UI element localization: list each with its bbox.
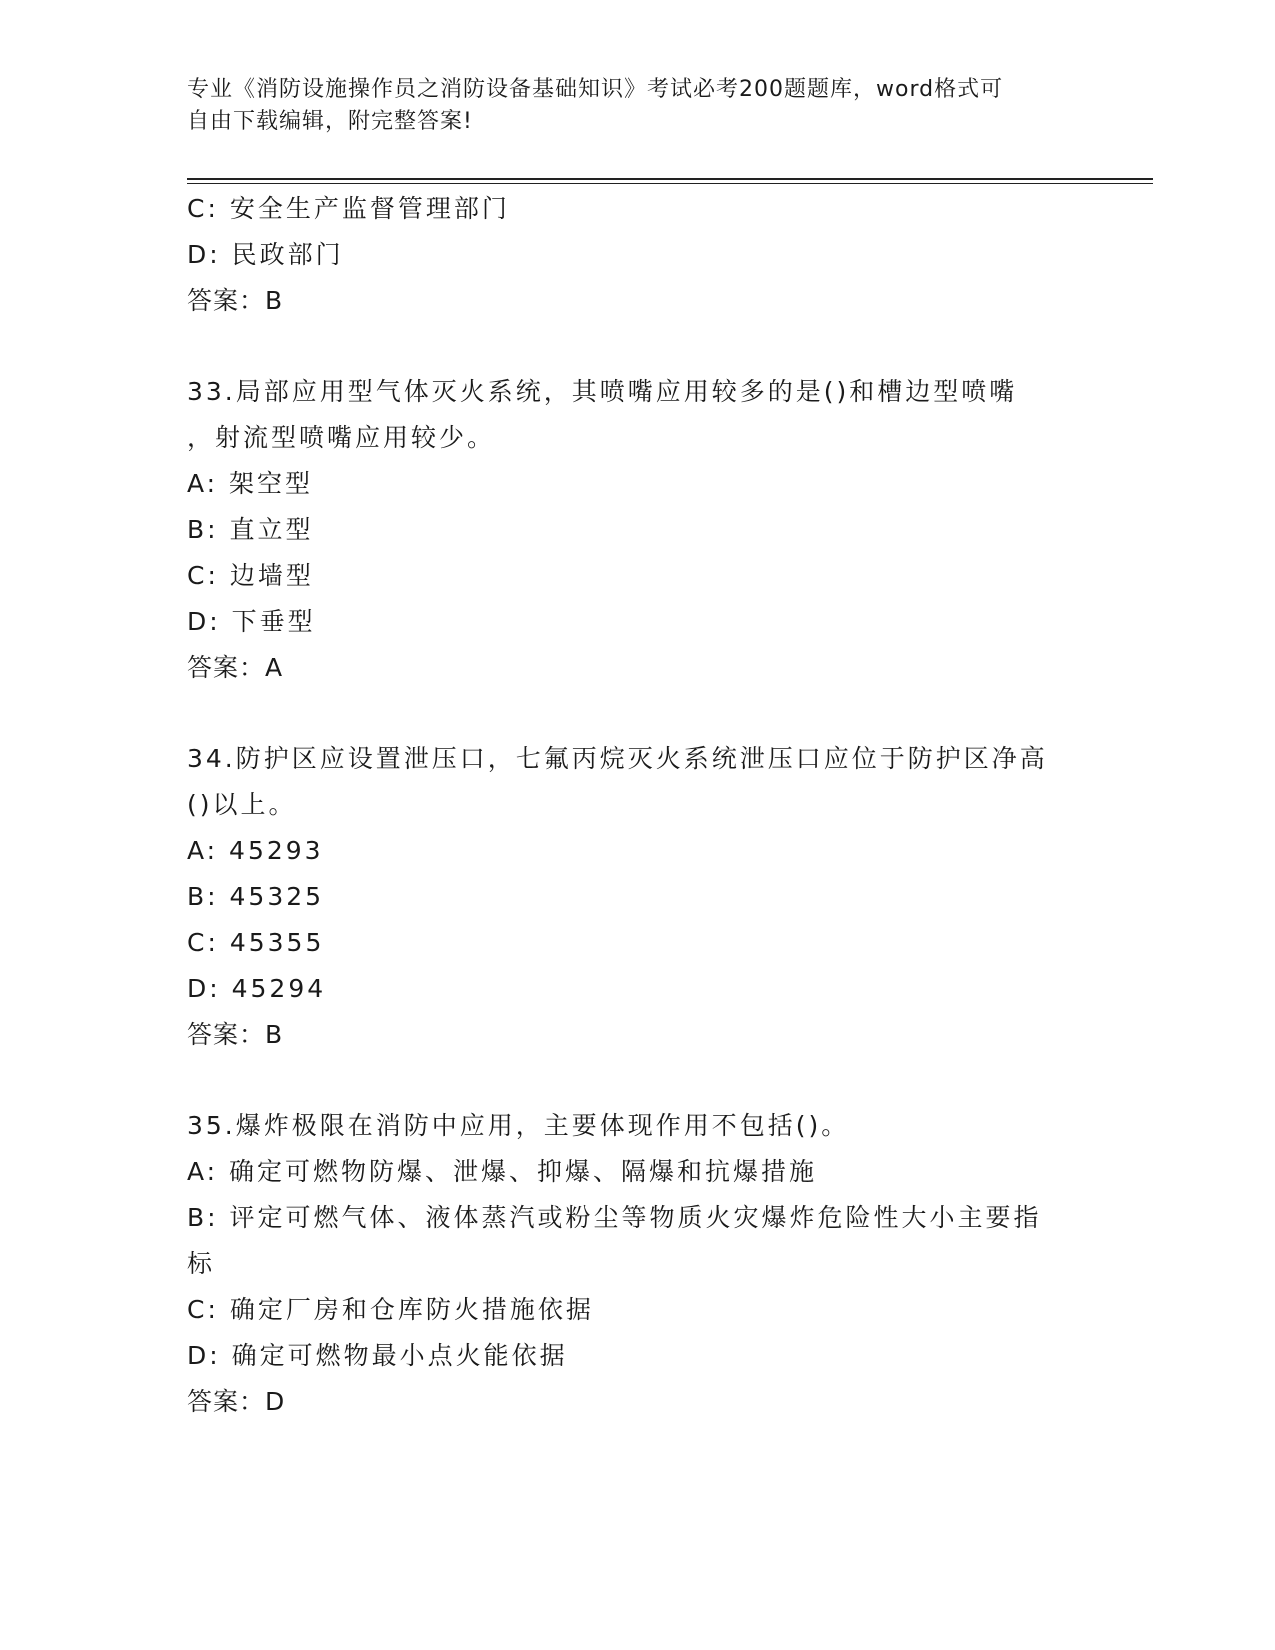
document-header <box>187 74 1067 138</box>
question-list <box>187 186 1087 1425</box>
question-block-35 <box>187 1103 1087 1425</box>
question-stem: 35.爆炸极限在消防中应用，主要体现作用不包括()。 <box>187 1111 850 1140</box>
option-b: B: 直立型 <box>187 515 314 544</box>
header-rule-top <box>187 178 1153 180</box>
option-c: C: 安全生产监督管理部门 <box>187 194 510 223</box>
answer-line: 答案：D <box>187 1387 286 1416</box>
option-c: C: 边墙型 <box>187 561 314 590</box>
option-d: D: 下垂型 <box>187 607 316 636</box>
option-b-continued: 标 <box>187 1249 216 1278</box>
option-d: D: 民政部门 <box>187 240 344 269</box>
question-stem-continued: ()以上。 <box>187 790 297 819</box>
option-d: D: 确定可燃物最小点火能依据 <box>187 1341 568 1370</box>
header-rule-bottom <box>187 183 1153 184</box>
question-block-prev <box>187 186 1087 324</box>
option-a: A: 确定可燃物防爆、泄爆、抑爆、隔爆和抗爆措施 <box>187 1157 818 1186</box>
option-d: D: 45294 <box>187 974 327 1003</box>
answer-line: 答案：B <box>187 1020 284 1049</box>
answer-line: 答案：B <box>187 286 284 315</box>
option-c: C: 45355 <box>187 928 325 957</box>
option-c: C: 确定厂房和仓库防火措施依据 <box>187 1295 594 1324</box>
question-block-34 <box>187 736 1087 1058</box>
question-block-33 <box>187 369 1087 691</box>
question-stem-continued: ，射流型喷嘴应用较少。 <box>187 423 496 452</box>
header-line-1: 专业《消防设施操作员之消防设备基础知识》考试必考200题题库，word格式可 <box>187 77 1004 102</box>
question-stem: 33.局部应用型气体灭火系统，其喷嘴应用较多的是()和槽边型喷嘴 <box>187 377 1018 406</box>
option-a: A: 45293 <box>187 836 324 865</box>
option-b: B: 45325 <box>187 882 325 911</box>
option-b: B: 评定可燃气体、液体蒸汽或粉尘等物质火灾爆炸危险性大小主要指 <box>187 1203 1042 1232</box>
question-stem: 34.防护区应设置泄压口，七氟丙烷灭火系统泄压口应位于防护区净高 <box>187 744 1048 773</box>
answer-line: 答案：A <box>187 653 284 682</box>
header-line-2: 自由下载编辑，附完整答案! <box>187 109 473 134</box>
option-a: A: 架空型 <box>187 469 314 498</box>
